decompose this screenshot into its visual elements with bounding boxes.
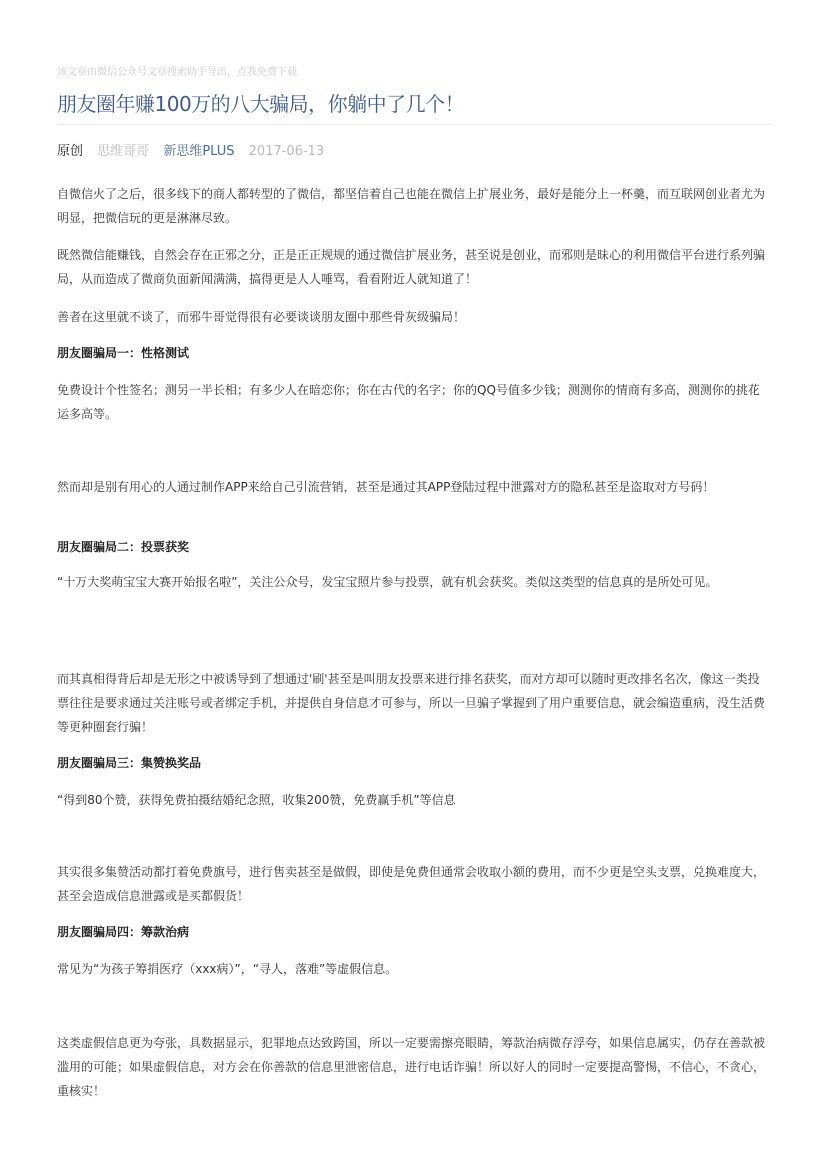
paragraph-app-privacy: 然而却是别有用心的人通过制作APP来给自己引流营销，甚至是通过其APP登陆过程中泄露对方的隐私甚至是盗取对方号码！ (57, 480, 715, 494)
paragraph-like-truth: 其实很多集赞活动都打着免费旗号，进行售卖甚至是做假，即使是免费但通常会收取小额的费用，而不少更是空头支票，兑换难度大，甚至会造成信息泄露或是买都假货！ (57, 865, 766, 903)
original-tag: 原创 (57, 144, 84, 159)
section-heading-2: 朋友圈骗局二：投票获奖 (57, 540, 190, 554)
author-name: 思维哥哥 (97, 144, 150, 159)
paragraph-fundraising: 常见为“为孩子筹捐医疗（xxx病）”，“寻人，落难”等虚假信息。 (57, 962, 398, 976)
export-source-note[interactable]: 该文章由微信公众号文章搜索助手导出，点我免费下载 (57, 67, 297, 78)
paragraph-scam-intro: 善者在这里就不谈了，而邪牛哥觉得很有必要谈谈朋友圈中那些骨灰级骗局！ (57, 310, 466, 324)
article-meta (57, 140, 334, 159)
section-heading-1: 朋友圈骗局一：性格测试 (57, 346, 190, 360)
paragraph-personality-test: 免费设计个性签名；测另一半长相；有多少人在暗恋你；你在古代的名字；你的QQ号值多少钱；测测你的情商有多高，测测你的挑花运多高等。 (57, 383, 760, 421)
publish-date: 2017-06-13 (248, 144, 325, 159)
section-heading-4: 朋友圈骗局四：筹款治病 (57, 925, 190, 939)
paragraph-fundraising-truth: 这类虚假信息更为夸张，具数据显示，犯罪地点达致跨国，所以一定要需擦亮眼睛，筹款治病微存浮夸，如果信息属实，仍存在善款被滥用的可能；如果虚假信息，对方会在你善款的信息里泄密信息，进行电话诈骗！所以好人的同时一定要提高警惕，不信心，不贪心，重核实！ (57, 1036, 766, 1098)
paragraph-like-reward: “得到80个赞，获得免费拍摄结婚纪念照，收集200赞，免费赢手机”等信息 (57, 793, 456, 807)
section-heading-3: 朋友圈骗局三：集赞换奖品 (57, 756, 202, 770)
paragraph-vote-truth: 而其真相得背后却是无形之中被诱导到了想通过'刷'甚至是叫朋友投票来进行排名获奖，而对方却可以随时更改排名名次，像这一类投票往往是要求通过关注账号或者绑定手机，并提供自身信息才可参与，所以一旦骗子掌握到了用户重要信息，就会编造重病，没生活费等更种圈套行骗！ (57, 672, 766, 734)
paragraph-vote-contest: “十万大奖萌宝宝大赛开始报名啦”，关注公众号，发宝宝照片参与投票，就有机会获奖。类似这类型的信息真的是所处可见。 (57, 575, 718, 589)
paragraph-wechat-money: 既然微信能赚钱，自然会存在正邪之分，正是正正规规的通过微信扩展业务，甚至说是创业，而邪则是昧心的利用微信平台进行系列骗局，从而造成了微商负面新闻满满，搞得更是人人唾骂，看看附近人就知道了！ (57, 248, 766, 286)
paragraph-intro: 自微信火了之后，很多线下的商人都转型的了微信，都坚信着自己也能在微信上扩展业务，最好是能分上一杯羹，而互联网创业者尤为明显，把微信玩的更是淋淋尽致。 (57, 187, 766, 225)
article-title: 朋友圈年赚100万的八大骗局，你躺中了几个！ (57, 92, 465, 116)
title-divider (57, 124, 771, 125)
account-link[interactable]: 新思维PLUS (163, 144, 235, 159)
